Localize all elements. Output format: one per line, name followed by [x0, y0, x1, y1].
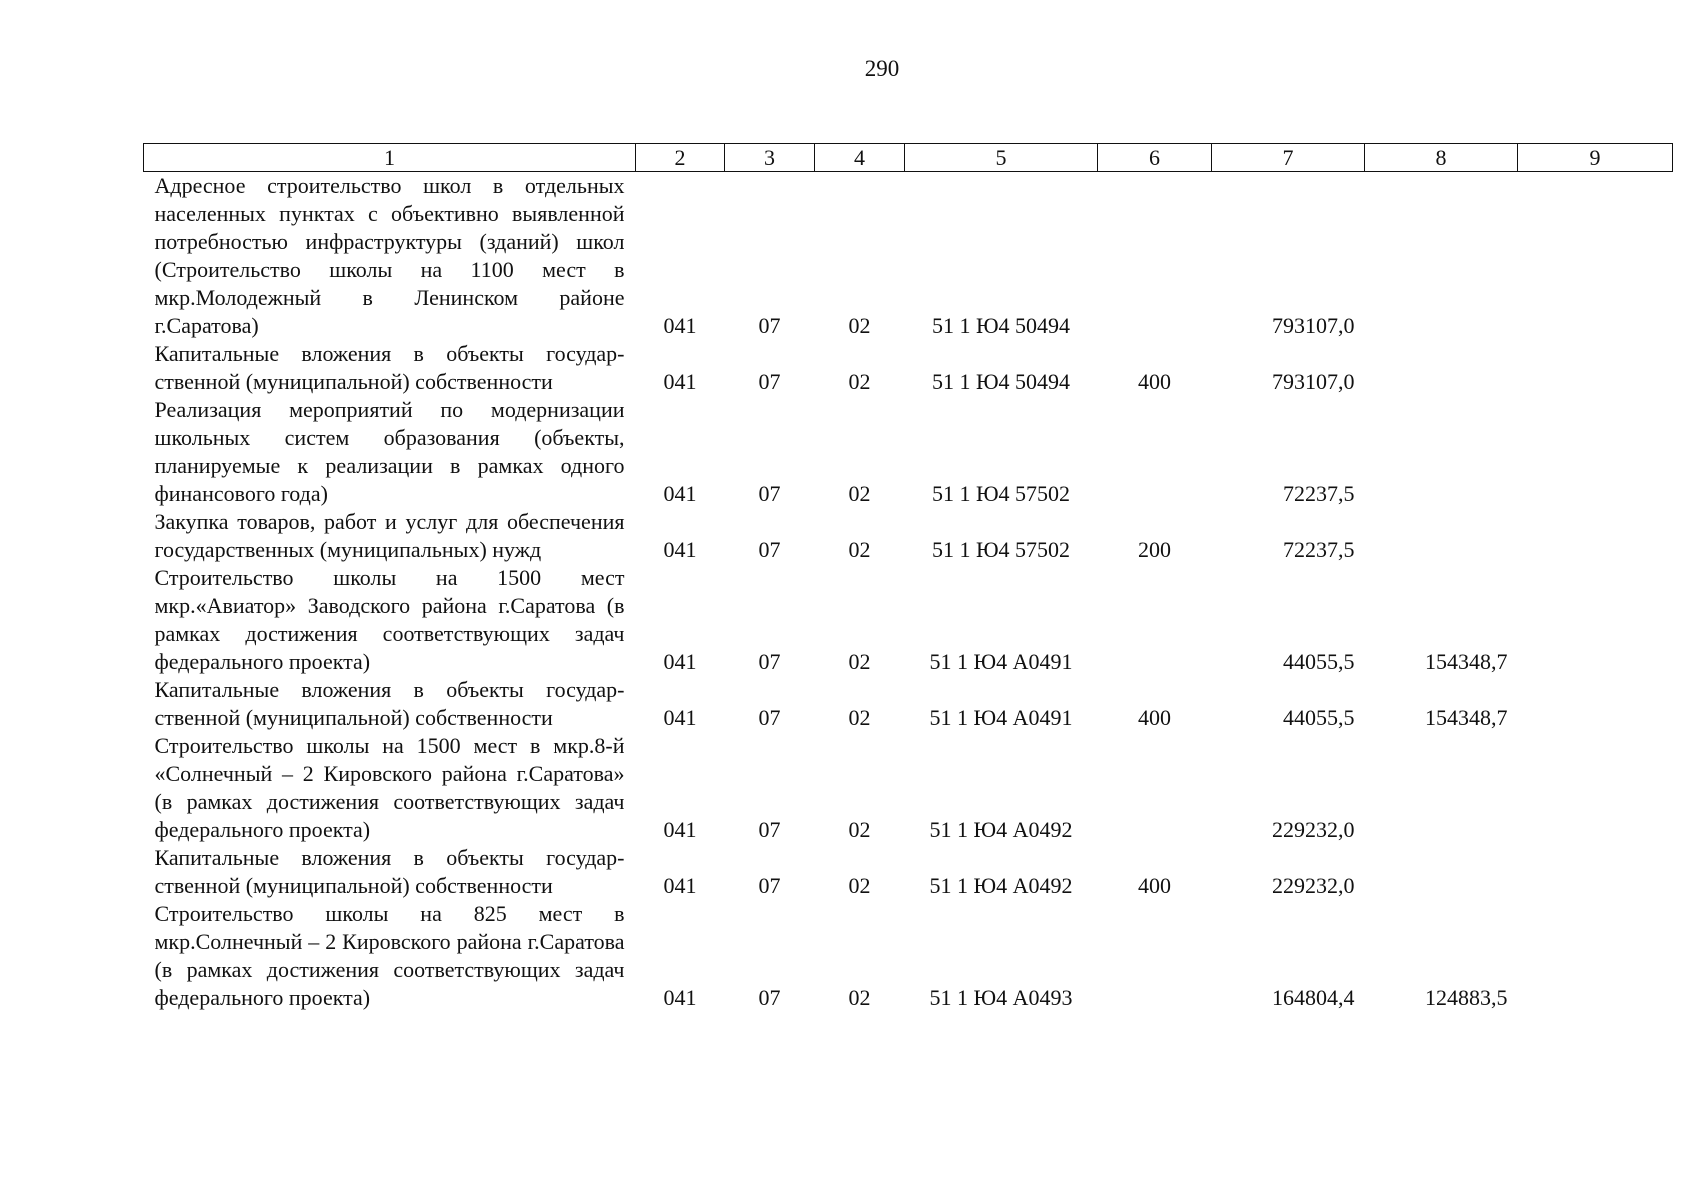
amount-col7-cell: 72237,5 — [1283, 537, 1355, 562]
row-name-cell: Реализация мероприятий по модернизации школьных систем образования (объекты, планируемые к реализации в рамках одного финансового года) — [154, 397, 625, 506]
admin-code-cell: 041 — [663, 481, 697, 506]
amount-col9-cell — [1518, 844, 1673, 900]
amount-col9-cell — [1518, 172, 1673, 341]
table-row — [144, 844, 1673, 900]
subsection-cell: 02 — [848, 369, 871, 394]
subsection-cell: 02 — [848, 985, 871, 1010]
column-header-2: 2 — [636, 144, 725, 172]
column-header-3: 3 — [725, 144, 815, 172]
section-cell: 07 — [758, 649, 781, 674]
target-article-cell: 51 1 Ю4 57502 — [931, 537, 1071, 562]
table-row — [144, 396, 1673, 508]
expense-type-cell: 400 — [1138, 705, 1171, 730]
expense-type-cell: 400 — [1138, 369, 1171, 394]
table-row — [144, 172, 1673, 341]
table-body — [144, 172, 1673, 1013]
target-article-cell: 51 1 Ю4 А0493 — [929, 985, 1073, 1010]
row-name-cell: Строительство школы на 825 мест в мкр.Солнечный – 2 Кировского района г.Саратова (в рамках достижения соответствующих задач федерального проекта) — [154, 901, 625, 1010]
amount-col7-cell: 72237,5 — [1283, 481, 1355, 506]
subsection-cell: 02 — [848, 537, 871, 562]
admin-code-cell: 041 — [663, 649, 697, 674]
subsection-cell: 02 — [848, 817, 871, 842]
table-row — [144, 564, 1673, 676]
expense-type-cell — [1098, 396, 1212, 508]
admin-code-cell: 041 — [663, 537, 697, 562]
header-row — [144, 144, 1673, 172]
expense-type-cell — [1098, 564, 1212, 676]
expense-type-cell — [1098, 900, 1212, 1012]
row-name-cell: Капитальные вложения в объекты государственной (муниципальной) собственности — [154, 677, 625, 730]
subsection-cell: 02 — [848, 873, 871, 898]
column-header-5: 5 — [905, 144, 1098, 172]
target-article-cell: 51 1 Ю4 57502 — [931, 481, 1071, 506]
column-header-6: 6 — [1098, 144, 1212, 172]
amount-col8-cell: 154348,7 — [1425, 705, 1508, 730]
section-cell: 07 — [758, 985, 781, 1010]
table-row — [144, 900, 1673, 1012]
amount-col8-cell — [1365, 732, 1518, 844]
section-cell: 07 — [758, 705, 781, 730]
expense-type-cell — [1098, 172, 1212, 341]
table-row — [144, 340, 1673, 396]
expense-type-cell: 200 — [1138, 537, 1171, 562]
row-name-cell: Адресное строительство школ в отдельных населенных пунктах с объективно выявленной потребностью инфраструктуры (зданий) школ (Строительство школы на 1100 мест в мкр.Молодежный в Ленинском районе г.Саратова) — [154, 173, 625, 338]
target-article-cell: 51 1 Ю4 А0491 — [929, 649, 1073, 674]
admin-code-cell: 041 — [663, 985, 697, 1010]
row-name-cell: Капитальные вложения в объекты государственной (муниципальной) собственности — [154, 341, 625, 394]
admin-code-cell: 041 — [663, 817, 697, 842]
table-header — [144, 144, 1673, 172]
column-header-7: 7 — [1212, 144, 1365, 172]
amount-col9-cell — [1518, 900, 1673, 1012]
admin-code-cell: 041 — [663, 313, 697, 338]
amount-col8-cell — [1365, 396, 1518, 508]
section-cell: 07 — [758, 369, 781, 394]
amount-col9-cell — [1518, 340, 1673, 396]
table-row — [144, 508, 1673, 564]
expense-type-cell — [1098, 732, 1212, 844]
section-cell: 07 — [758, 873, 781, 898]
expense-type-cell: 400 — [1138, 873, 1171, 898]
amount-col8-cell — [1365, 172, 1518, 341]
amount-col7-cell: 164804,4 — [1272, 985, 1355, 1010]
amount-col9-cell — [1518, 396, 1673, 508]
subsection-cell: 02 — [848, 705, 871, 730]
subsection-cell: 02 — [848, 481, 871, 506]
amount-col9-cell — [1518, 564, 1673, 676]
section-cell: 07 — [758, 313, 781, 338]
column-header-1: 1 — [144, 144, 636, 172]
subsection-cell: 02 — [848, 313, 871, 338]
column-header-9: 9 — [1518, 144, 1673, 172]
target-article-cell: 51 1 Ю4 А0492 — [929, 817, 1073, 842]
page-number: 290 — [864, 56, 900, 81]
section-cell: 07 — [758, 481, 781, 506]
amount-col9-cell — [1518, 508, 1673, 564]
amount-col9-cell — [1518, 732, 1673, 844]
section-cell: 07 — [758, 817, 781, 842]
admin-code-cell: 041 — [663, 873, 697, 898]
row-name-cell: Строительство школы на 1500 мест в мкр.8-й «Солнечный – 2 Кировского района г.Саратова» (в рамках достижения соответствующих задач федерального проекта) — [154, 733, 625, 842]
column-header-4: 4 — [815, 144, 905, 172]
admin-code-cell: 041 — [663, 369, 697, 394]
row-name-cell: Закупка товаров, работ и услуг для обеспечения государственных (муниципальных) нужд — [154, 509, 625, 562]
column-header-8: 8 — [1365, 144, 1518, 172]
admin-code-cell: 041 — [663, 705, 697, 730]
amount-col7-cell: 229232,0 — [1272, 873, 1355, 898]
amount-col8-cell — [1365, 508, 1518, 564]
table-row — [144, 732, 1673, 844]
table-row — [144, 676, 1673, 732]
target-article-cell: 51 1 Ю4 50494 — [931, 369, 1071, 394]
amount-col9-cell — [1518, 676, 1673, 732]
amount-col8-cell: 124883,5 — [1425, 985, 1508, 1010]
target-article-cell: 51 1 Ю4 А0491 — [929, 705, 1073, 730]
target-article-cell: 51 1 Ю4 50494 — [931, 313, 1071, 338]
budget-table — [143, 143, 1673, 1012]
amount-col8-cell: 154348,7 — [1425, 649, 1508, 674]
amount-col7-cell: 793107,0 — [1272, 313, 1355, 338]
amount-col8-cell — [1365, 340, 1518, 396]
target-article-cell: 51 1 Ю4 А0492 — [929, 873, 1073, 898]
amount-col7-cell: 44055,5 — [1283, 705, 1355, 730]
amount-col7-cell: 44055,5 — [1283, 649, 1355, 674]
amount-col7-cell: 229232,0 — [1272, 817, 1355, 842]
amount-col8-cell — [1365, 844, 1518, 900]
subsection-cell: 02 — [848, 649, 871, 674]
section-cell: 07 — [758, 537, 781, 562]
row-name-cell: Строительство школы на 1500 мест мкр.«Авиатор» Заводского района г.Саратова (в рамках достижения соответствующих задач федерального проекта) — [154, 565, 625, 674]
amount-col7-cell: 793107,0 — [1272, 369, 1355, 394]
row-name-cell: Капитальные вложения в объекты государственной (муниципальной) собственности — [154, 845, 625, 898]
